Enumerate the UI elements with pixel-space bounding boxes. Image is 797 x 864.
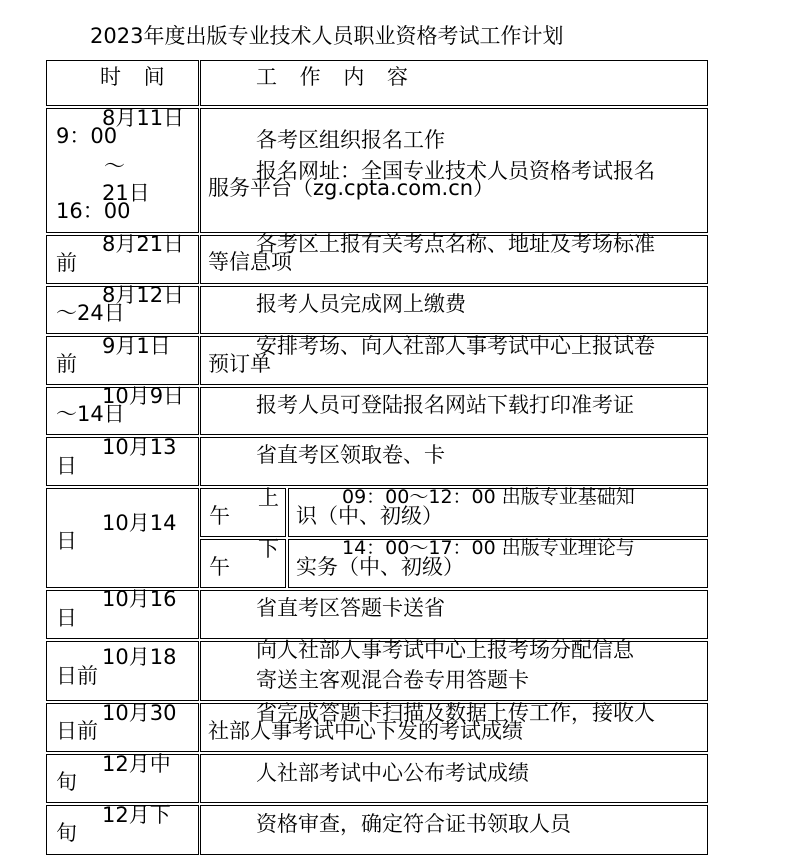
- am-label-line: 上: [258, 486, 279, 510]
- row-time-line: 旬: [56, 770, 77, 794]
- row-time-line: 日: [56, 606, 77, 630]
- row-time-line: ～14日: [56, 402, 125, 426]
- row-time-line: 10月9日: [102, 384, 185, 408]
- row-time-line: 日: [56, 454, 77, 478]
- am-session-line: 09：00～12：00 出版专业基础知: [342, 486, 635, 508]
- row-time-line: 9月1日: [102, 334, 171, 358]
- row-time-line: 前: [56, 251, 77, 275]
- row-content-line: 省直考区答题卡送省: [256, 596, 445, 620]
- row-time-line: 16：00: [56, 199, 131, 223]
- pm-session-line: 14：00～17：00 出版专业理论与: [342, 537, 635, 559]
- row-time-line: 8月11日: [102, 106, 185, 130]
- row-time-line: 日: [56, 529, 77, 553]
- row-time-line: 10月13: [102, 435, 177, 459]
- pm-label-line: 下: [258, 537, 279, 561]
- row-time-line: 12月中: [102, 752, 171, 776]
- row-content-line: 省完成答题卡扫描及数据上传工作，接收人: [256, 701, 655, 725]
- row-content-line: 省直考区领取卷、卡: [256, 443, 445, 467]
- row-content-line: 各考区上报有关考点名称、地址及考场标准: [256, 232, 655, 256]
- row-content-line: 服务平台（zg.cpta.com.cn）: [208, 176, 495, 200]
- header-time: 时 间: [100, 65, 173, 89]
- row-content-line: 预订单: [208, 352, 271, 376]
- row-time-line: ～: [104, 154, 125, 178]
- row-time-line: 旬: [56, 821, 77, 845]
- row-time-line: ～24日: [56, 301, 125, 325]
- row-content-line: 报名网址：全国专业技术人员资格考试报名: [256, 159, 655, 183]
- row-time-line: 12月下: [102, 803, 171, 827]
- row-time-line: 10月18: [102, 645, 177, 669]
- row-content-line: 安排考场、向人社部人事考试中心上报试卷: [256, 334, 655, 358]
- row-time-line: 10月30: [102, 701, 177, 725]
- row-content-line: 报考人员完成网上缴费: [256, 292, 466, 316]
- row-time-line: 8月21日: [102, 232, 185, 256]
- am-label-line: 午: [209, 504, 230, 528]
- header-content: 工 作 内 容: [256, 65, 417, 89]
- row-content-line: 人社部考试中心公布考试成绩: [256, 761, 529, 785]
- row-content-line: 资格审查，确定符合证书领取人员: [256, 812, 571, 836]
- row-content-line: 各考区组织报名工作: [256, 128, 445, 152]
- row-time-line: 8月12日: [102, 283, 185, 307]
- row-content-line: 报考人员可登陆报名网站下载打印准考证: [256, 393, 634, 417]
- row-content-line: 向人社部人事考试中心上报考场分配信息: [256, 638, 634, 662]
- row-content-line: 等信息项: [208, 250, 292, 274]
- row-time-line: 10月16: [102, 587, 177, 611]
- row-content-line: 寄送主客观混合卷专用答题卡: [256, 668, 529, 692]
- pm-session-line: 实务（中、初级）: [296, 555, 464, 579]
- pm-label-line: 午: [209, 555, 230, 579]
- row-time-line: 21日: [102, 181, 150, 205]
- row-time-line: 10月14: [102, 511, 177, 535]
- am-session-line: 识（中、初级）: [296, 504, 443, 528]
- row-time-line: 日前: [56, 664, 98, 688]
- row-content-line: 社部人事考试中心下发的考试成绩: [208, 719, 523, 743]
- row-time-line: 日前: [56, 719, 98, 743]
- row-time-line: 前: [56, 352, 77, 376]
- document-title: 2023年度出版专业技术人员职业资格考试工作计划: [90, 24, 564, 48]
- row-time-line: 9：00: [56, 124, 118, 148]
